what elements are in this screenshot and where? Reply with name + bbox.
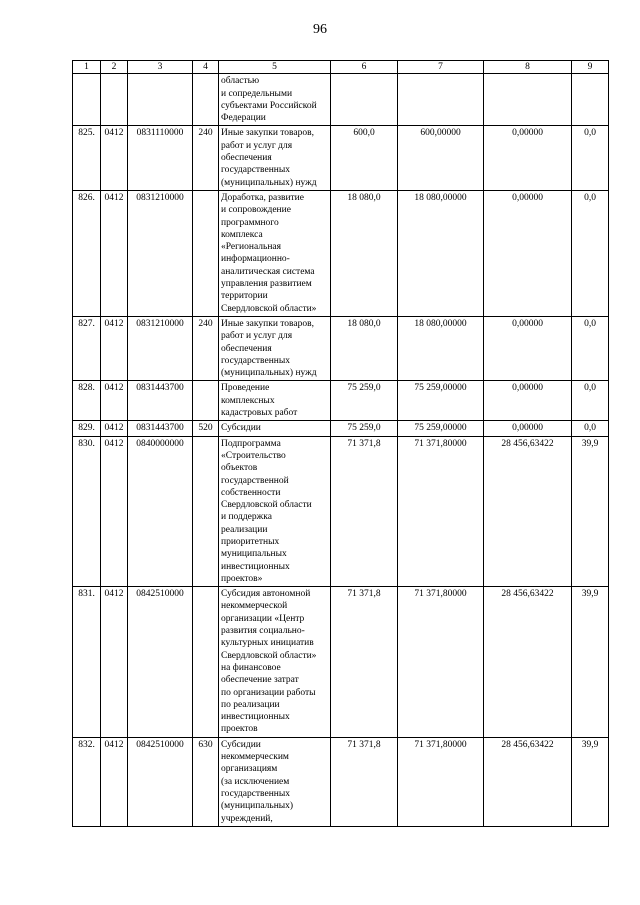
row-number-cell: 827. — [73, 316, 101, 380]
amount-cell: 71 371,8 — [331, 587, 398, 738]
column-header: 5 — [219, 61, 331, 74]
percent-cell: 39,9 — [572, 436, 609, 587]
expense-type-cell: 520 — [193, 421, 219, 436]
executed-cell: 0,00000 — [484, 381, 572, 421]
amount-cell: 18 080,0 — [331, 190, 398, 316]
budget-table — [72, 60, 609, 827]
expense-type-cell — [193, 190, 219, 316]
section-code-cell: 0412 — [101, 436, 128, 587]
section-code-cell: 0412 — [101, 587, 128, 738]
description-cell: Иные закупки товаров, работ и услуг для обеспечения государственных (муниципальных) нужд — [219, 316, 331, 380]
executed-cell: 0,00000 — [484, 316, 572, 380]
row-number-cell: 826. — [73, 190, 101, 316]
amount-precise-cell: 75 259,00000 — [398, 421, 484, 436]
header-row — [73, 61, 609, 74]
column-header: 3 — [128, 61, 193, 74]
amount-precise-cell — [398, 74, 484, 126]
amount-precise-cell: 71 371,80000 — [398, 737, 484, 826]
target-code-cell: 0840000000 — [128, 436, 193, 587]
amount-cell: 71 371,8 — [331, 436, 398, 587]
expense-type-cell: 240 — [193, 316, 219, 380]
table-row — [73, 126, 609, 190]
target-code-cell: 0831443700 — [128, 421, 193, 436]
percent-cell — [572, 74, 609, 126]
table-row — [73, 74, 609, 126]
amount-cell: 600,0 — [331, 126, 398, 190]
table-row — [73, 737, 609, 826]
executed-cell: 0,00000 — [484, 421, 572, 436]
description-cell: Доработка, развитие и сопровождение программного комплекса «Региональная информационно- аналитическая система управления развитием территории Свердловской области» — [219, 190, 331, 316]
target-code-cell: 0842510000 — [128, 587, 193, 738]
section-code-cell: 0412 — [101, 381, 128, 421]
section-code-cell: 0412 — [101, 190, 128, 316]
description-cell: Субсидия автономной некоммерческой организации «Центр развития социально- культурных инициатив Свердловской области» на финансовое обеспечение затрат по организации работы по реализации инвестиционных проектов — [219, 587, 331, 738]
table-row — [73, 436, 609, 587]
expense-type-cell: 630 — [193, 737, 219, 826]
amount-precise-cell: 71 371,80000 — [398, 587, 484, 738]
page-number: 96 — [313, 22, 327, 37]
row-number-cell: 830. — [73, 436, 101, 587]
amount-cell: 75 259,0 — [331, 421, 398, 436]
expense-type-cell — [193, 381, 219, 421]
target-code-cell — [128, 74, 193, 126]
amount-precise-cell: 75 259,00000 — [398, 381, 484, 421]
target-code-cell: 0842510000 — [128, 737, 193, 826]
description-cell: областью и сопредельными субъектами Российской Федерации — [219, 74, 331, 126]
table-row — [73, 587, 609, 738]
percent-cell: 39,9 — [572, 737, 609, 826]
expense-type-cell: 240 — [193, 126, 219, 190]
description-cell: Субсидии некоммерческим организациям (за исключением государственных (муниципальных) учреждений, — [219, 737, 331, 826]
percent-cell: 0,0 — [572, 316, 609, 380]
row-number-cell: 832. — [73, 737, 101, 826]
percent-cell: 0,0 — [572, 421, 609, 436]
executed-cell: 28 456,63422 — [484, 436, 572, 587]
section-code-cell: 0412 — [101, 126, 128, 190]
column-header: 4 — [193, 61, 219, 74]
section-code-cell: 0412 — [101, 737, 128, 826]
amount-precise-cell: 18 080,00000 — [398, 316, 484, 380]
table-row — [73, 316, 609, 380]
amount-cell: 75 259,0 — [331, 381, 398, 421]
column-header: 7 — [398, 61, 484, 74]
column-header: 2 — [101, 61, 128, 74]
row-number-cell: 828. — [73, 381, 101, 421]
amount-precise-cell: 71 371,80000 — [398, 436, 484, 587]
column-header: 1 — [73, 61, 101, 74]
description-cell: Подпрограмма «Строительство объектов государственной собственности Свердловской области и поддержка реализации приоритетных муниципальных инвестиционных проектов» — [219, 436, 331, 587]
amount-precise-cell: 18 080,00000 — [398, 190, 484, 316]
percent-cell: 0,0 — [572, 381, 609, 421]
column-header: 9 — [572, 61, 609, 74]
section-code-cell — [101, 74, 128, 126]
amount-cell — [331, 74, 398, 126]
row-number-cell: 831. — [73, 587, 101, 738]
expense-type-cell — [193, 436, 219, 587]
executed-cell: 0,00000 — [484, 126, 572, 190]
percent-cell: 0,0 — [572, 126, 609, 190]
executed-cell: 28 456,63422 — [484, 587, 572, 738]
description-cell: Иные закупки товаров, работ и услуг для обеспечения государственных (муниципальных) нужд — [219, 126, 331, 190]
percent-cell: 0,0 — [572, 190, 609, 316]
expense-type-cell — [193, 74, 219, 126]
executed-cell: 0,00000 — [484, 190, 572, 316]
table-row — [73, 421, 609, 436]
row-number-cell: 829. — [73, 421, 101, 436]
column-header: 6 — [331, 61, 398, 74]
target-code-cell: 0831110000 — [128, 126, 193, 190]
table-row — [73, 190, 609, 316]
description-cell: Субсидии — [219, 421, 331, 436]
target-code-cell: 0831443700 — [128, 381, 193, 421]
percent-cell: 39,9 — [572, 587, 609, 738]
amount-cell: 71 371,8 — [331, 737, 398, 826]
row-number-cell: 825. — [73, 126, 101, 190]
expense-type-cell — [193, 587, 219, 738]
target-code-cell: 0831210000 — [128, 316, 193, 380]
table-row — [73, 381, 609, 421]
executed-cell — [484, 74, 572, 126]
column-header: 8 — [484, 61, 572, 74]
amount-precise-cell: 600,00000 — [398, 126, 484, 190]
description-cell: Проведение комплексных кадастровых работ — [219, 381, 331, 421]
row-number-cell — [73, 74, 101, 126]
section-code-cell: 0412 — [101, 316, 128, 380]
executed-cell: 28 456,63422 — [484, 737, 572, 826]
target-code-cell: 0831210000 — [128, 190, 193, 316]
amount-cell: 18 080,0 — [331, 316, 398, 380]
section-code-cell: 0412 — [101, 421, 128, 436]
